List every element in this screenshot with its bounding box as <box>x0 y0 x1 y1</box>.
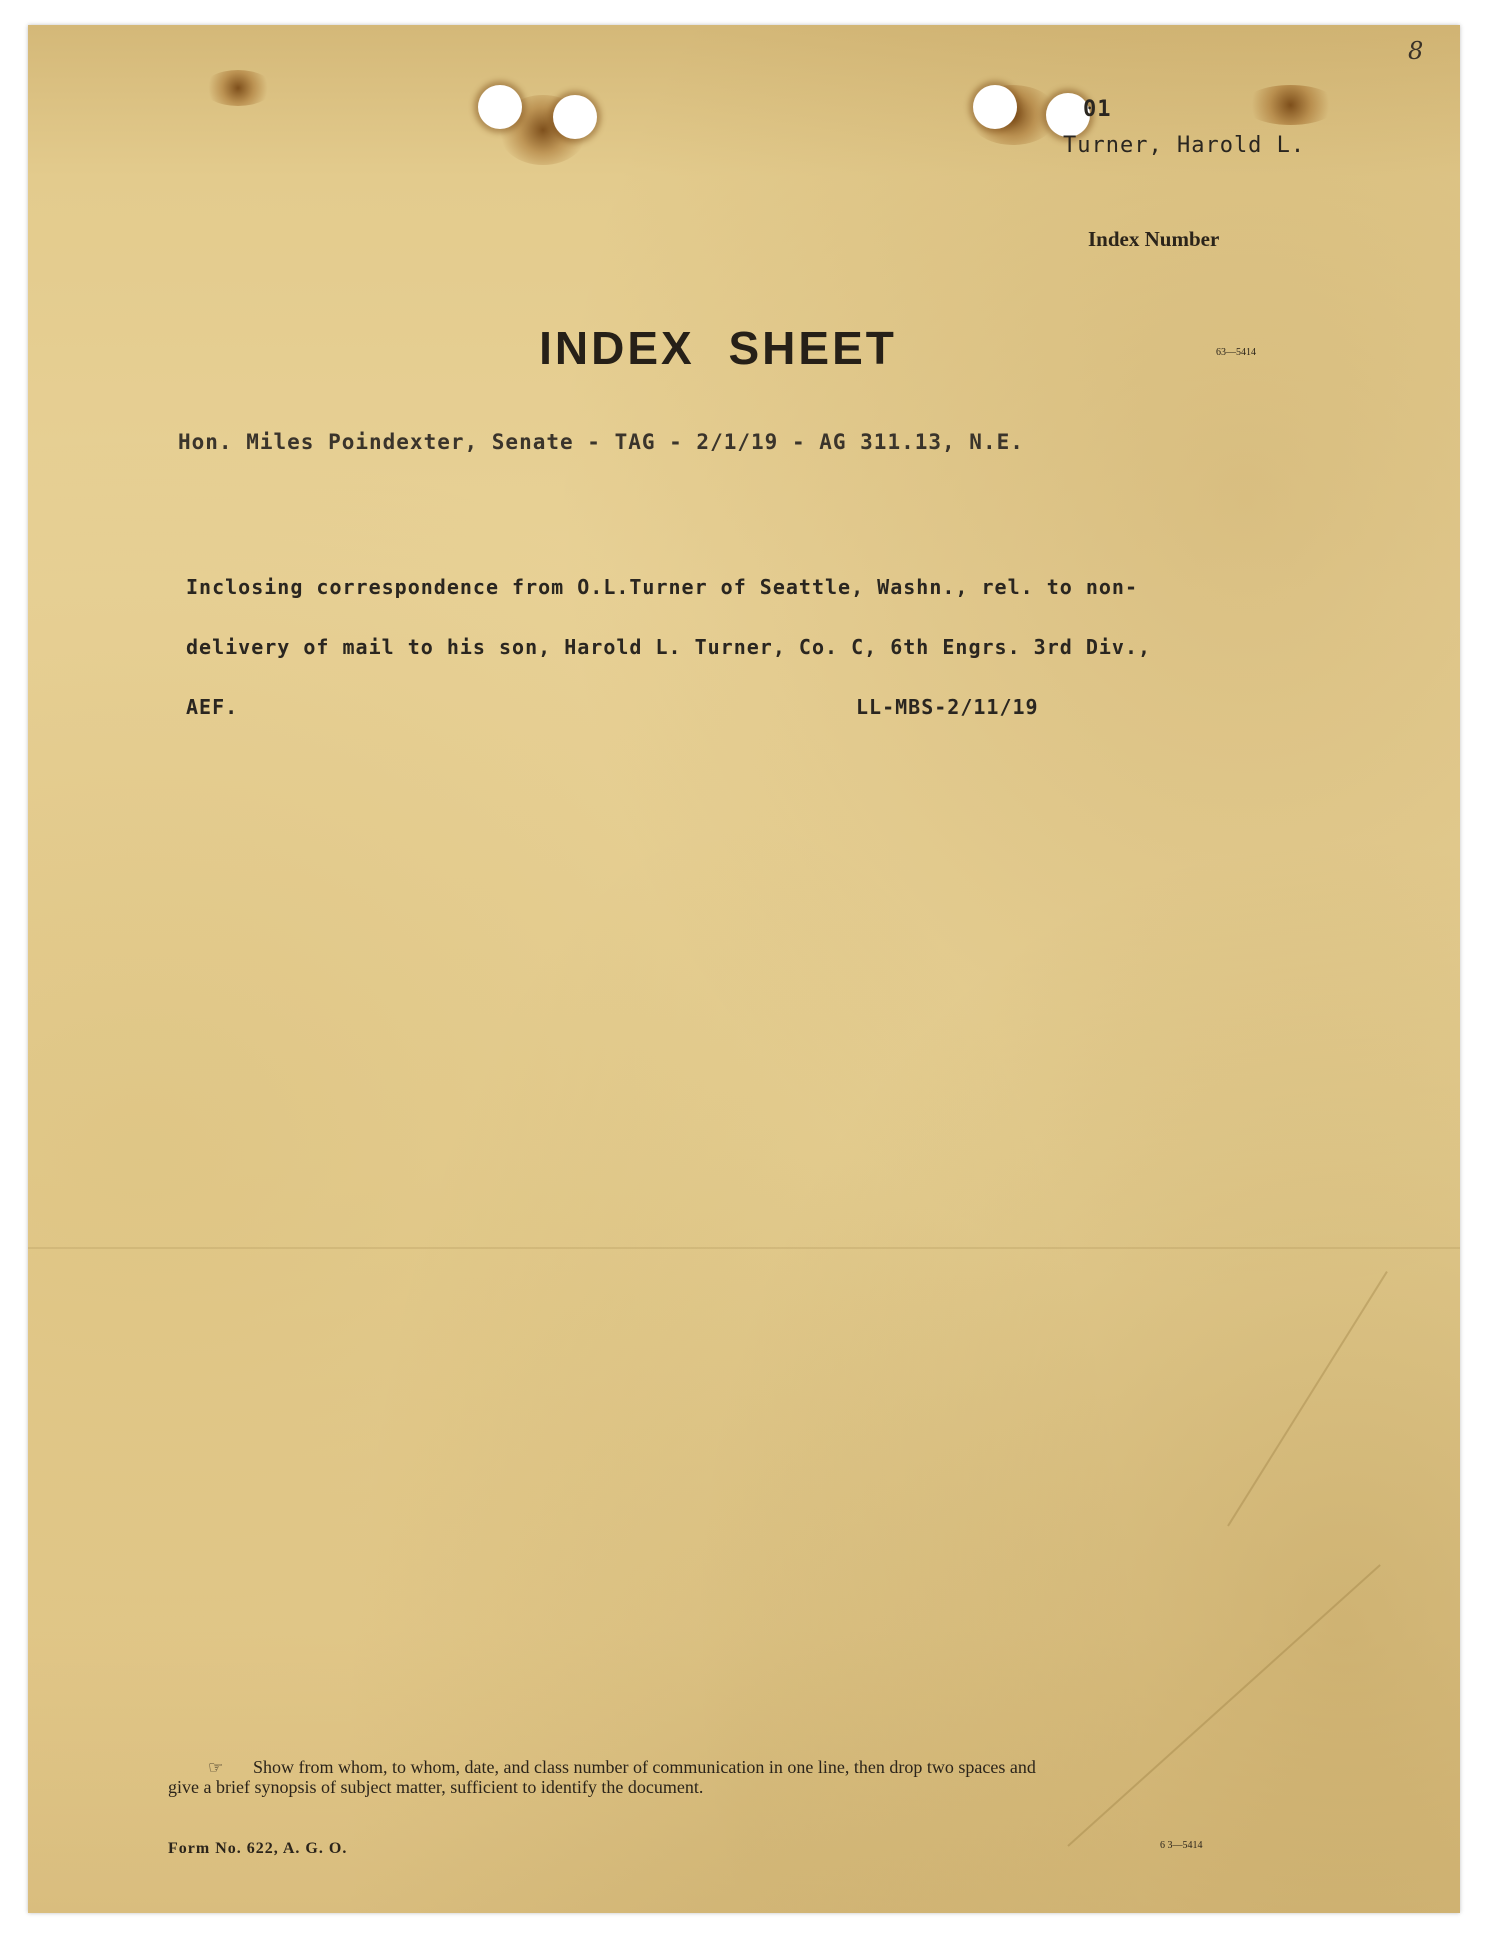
punch-hole <box>973 85 1017 129</box>
reference-code: LL-MBS-2/11/19 <box>856 695 1039 719</box>
instruction-line: Show from whom, to whom, date, and class number of communication in one line, then drop two spaces and <box>253 1757 1036 1777</box>
form-code-bottom: 6 3—5414 <box>1160 1840 1203 1851</box>
fold-crease <box>1227 1271 1388 1526</box>
rust-stain <box>1243 85 1338 125</box>
instruction-line: give a brief synopsis of subject matter, sufficient to identify the document. <box>168 1777 704 1797</box>
from-line: Hon. Miles Poindexter, Senate - TAG - 2/1/19 - AG 311.13, N.E. <box>178 430 1024 454</box>
punch-hole <box>478 85 522 129</box>
page-marker: 8 <box>1408 37 1424 65</box>
file-number-suffix: 01 <box>1083 97 1112 122</box>
punch-hole <box>553 95 597 139</box>
fold-crease <box>1067 1564 1380 1847</box>
synopsis-line: Inclosing correspondence from O.L.Turner of Seattle, Washn., rel. to non- <box>186 575 1138 599</box>
form-code-top: 63—5414 <box>1216 347 1256 358</box>
synopsis-line: AEF. <box>186 695 239 719</box>
subject-name: Turner, Harold L. <box>1063 133 1306 158</box>
index-number-label: Index Number <box>1088 227 1220 251</box>
synopsis-line: delivery of mail to his son, Harold L. Turner, Co. C, 6th Engrs. 3rd Div., <box>186 635 1152 659</box>
rust-stain <box>203 70 273 106</box>
page-title: INDEX SHEET <box>539 322 897 374</box>
index-sheet-document <box>28 25 1460 1913</box>
fold-crease <box>28 1247 1460 1249</box>
pointing-hand-icon: ☞ <box>208 1758 224 1778</box>
form-number: Form No. 622, A. G. O. <box>168 1840 348 1857</box>
